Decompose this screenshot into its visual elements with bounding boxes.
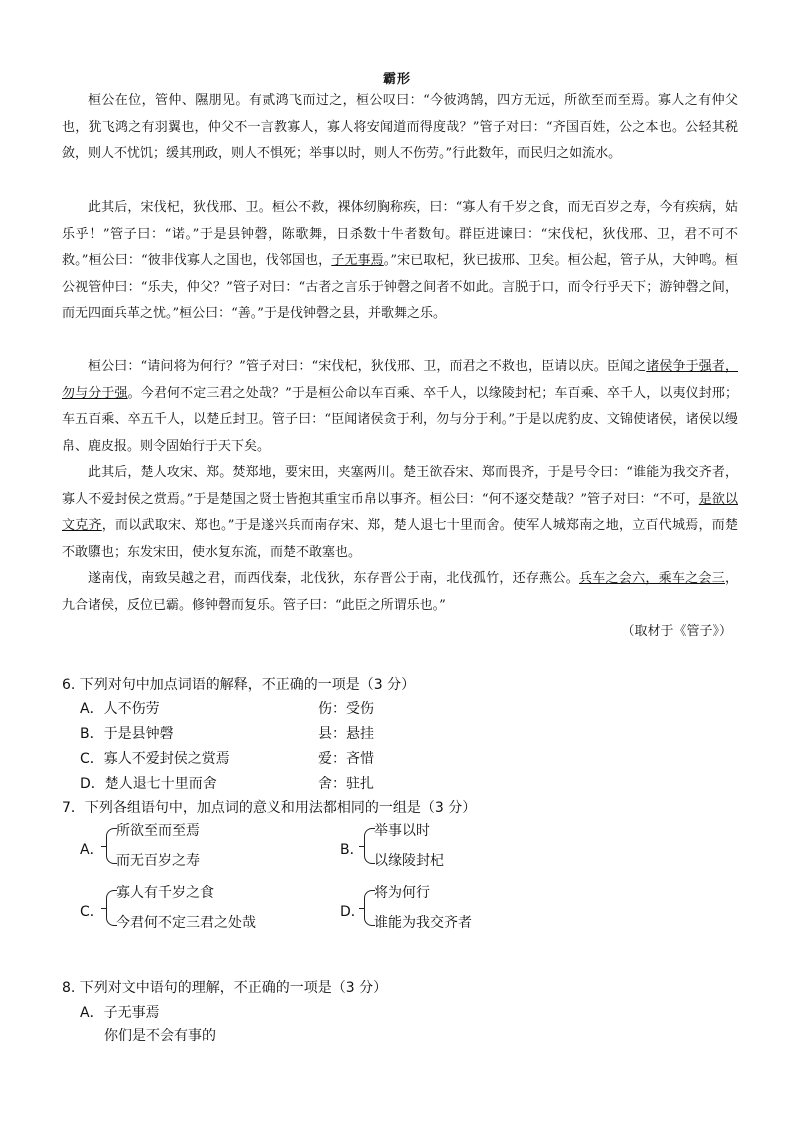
p2-text-a: 此其后，宋伐杞，狄伐邢、卫。桓公不救，裸体纫胸称疾，曰：“寡人有千岁之食，而无百岁之寿，今有疾病，姑乐乎！”管子曰：“诺。”于是县钟磬，陈歌舞，日杀数十牛者数旬。群臣进谏曰：“宋伐杞，狄伐邢、卫，君不可不救。”桓公曰：“彼非伐寡人之国也，伐邻国也， bbox=[62, 200, 738, 269]
q7-c-bottom: 今君何不定三君之处哉 bbox=[116, 915, 256, 931]
p5-text-b: ，九合诸侯，反位已霸。修钟磬而复乐。管子曰：“此臣之所谓乐也。” bbox=[62, 571, 738, 613]
q7-d-bottom: 谁能为我交齐者 bbox=[374, 915, 472, 931]
q8-stem: 8. 下列对文中语句的理解，不正确的一项是（3 分） bbox=[62, 980, 388, 996]
q6-gloss-a: 伤：受伤 bbox=[318, 701, 374, 717]
q6-option-d: D．楚人退七十里而舍 bbox=[80, 776, 217, 792]
q6-gloss-c: 爱：吝惜 bbox=[318, 751, 374, 767]
p4-text-b: ，而以武取宋、郑也。”于是遂兴兵而南存宋、郑，楚人退七十里而舍。使军人城郑南之地，立百代城焉，而楚不敢隳也；东发宋田，使水复东流，而楚不敢塞也。 bbox=[62, 518, 738, 560]
q8-option-a-answer: 你们是不会有事的 bbox=[104, 1028, 216, 1044]
p2-underlined: 子无事焉 bbox=[331, 253, 384, 269]
q7-c-top: 寡人有千岁之食 bbox=[116, 885, 214, 901]
p4-text-a: 此其后，楚人攻宋、郑。焚郑地，要宋田，夹塞两川。楚王欲吞宋、郑而畏齐，于是号令曰：“谁能为我交齐者，寡人不爱封侯之赏焉。”于是楚国之贤士皆抱其重宝币帛以事齐。桓公曰：“何不逐交楚哉？”管子对曰：“不可， bbox=[62, 465, 738, 507]
p3-underlined: 诸侯争于强者，勿与分于强 bbox=[62, 359, 738, 401]
q7-b-bottom: 以缘陵封杞 bbox=[374, 853, 444, 869]
q7-d-top: 将为何行 bbox=[374, 885, 430, 901]
q7-a-top: 所欲至而至焉 bbox=[116, 823, 200, 839]
q6-option-c: C．寡人不爱封侯之赏焉 bbox=[80, 751, 230, 767]
q7-d-letter: D． bbox=[340, 904, 365, 920]
p3-text-b: 。今君何不定三君之处哉？”于是桓公命以车百乘、卒千人，以缘陵封杞；车百乘、卒千人，以夷仪封邢；车五百乘、卒五千人，以楚丘封卫。管子曰：“臣闻诸侯贪于利，勿与分于利。”于是以虎豹皮、文锦使诸侯，诸侯以缦帛、鹿皮报。则令固始行于天下矣。 bbox=[62, 385, 738, 454]
p4-underlined: 是欲以文克齐 bbox=[62, 491, 738, 534]
q6-option-a: A．人不伤劳 bbox=[80, 701, 160, 717]
q7-b-top: 举事以时 bbox=[374, 823, 430, 839]
p3-text-a: 桓公曰：“请问将为何行？”管子对曰：“宋伐杞，狄伐邢、卫，而君之不救也，臣请以庆。臣闻之 bbox=[88, 359, 647, 374]
p5-underlined: 兵车之会六，乘车之会三 bbox=[579, 571, 725, 586]
passage-paragraph-2 bbox=[62, 195, 738, 328]
q7-b-letter: B． bbox=[340, 842, 364, 858]
passage-paragraph-4 bbox=[62, 460, 738, 566]
passage-source: （取材于《管子》） bbox=[621, 624, 732, 639]
p5-text-a: 遂南伐，南致吴越之君，而西伐秦，北伐狄，东存晋公于南，北伐孤竹，还存燕公。 bbox=[88, 571, 579, 586]
q7-stem: 7．下列各组语句中，加点词的意义和用法都相同的一组是（3 分） bbox=[62, 800, 477, 816]
q7-a-letter: A． bbox=[80, 842, 104, 858]
q8-option-a: A．子无事焉 bbox=[80, 1005, 160, 1021]
passage-title: 霸形 bbox=[382, 72, 411, 87]
q6-option-b: B．于是县钟磬 bbox=[80, 726, 174, 742]
passage-paragraph-3 bbox=[62, 354, 738, 460]
q6-gloss-b: 县：悬挂 bbox=[318, 726, 374, 742]
q7-c-letter: C． bbox=[80, 904, 104, 920]
q7-a-bottom: 而无百岁之寿 bbox=[116, 853, 200, 869]
passage-paragraph-1: 桓公在位，管仲、隰朋见。有贰鸿飞而过之，桓公叹曰：“今彼鸿鹄，四方无远，所欲至而至焉。寡人之有仲父也，犹飞鸿之有羽翼也，仲父不一言教寡人，寡人将安闻道而得度哉？”管子对曰：“齐国百姓，公之本也。公轻其税敛，则人不忧饥；缓其刑政，则人不惧死；举事以时，则人不伤劳。”行此数年，而民归之如流水。 bbox=[62, 93, 738, 162]
q6-gloss-d: 舍：驻扎 bbox=[318, 776, 374, 792]
passage-paragraph-5 bbox=[62, 566, 738, 619]
p2-text-b: 。”宋已取杞，狄已拔邢、卫矣。桓公起，管子从，大钟鸣。桓公视管仲曰：“乐夫，仲父？”管子对曰：“古者之言乐于钟磬之间者不如此。言脱于口，而令行乎天下；游钟磬之间，而无四面兵革之忧。”桓公曰：“善。”于是伐钟磬之县，并歌舞之乐。 bbox=[62, 253, 738, 322]
q6-stem: 6. 下列对句中加点词语的解释，不正确的一项是（3 分） bbox=[62, 677, 416, 693]
